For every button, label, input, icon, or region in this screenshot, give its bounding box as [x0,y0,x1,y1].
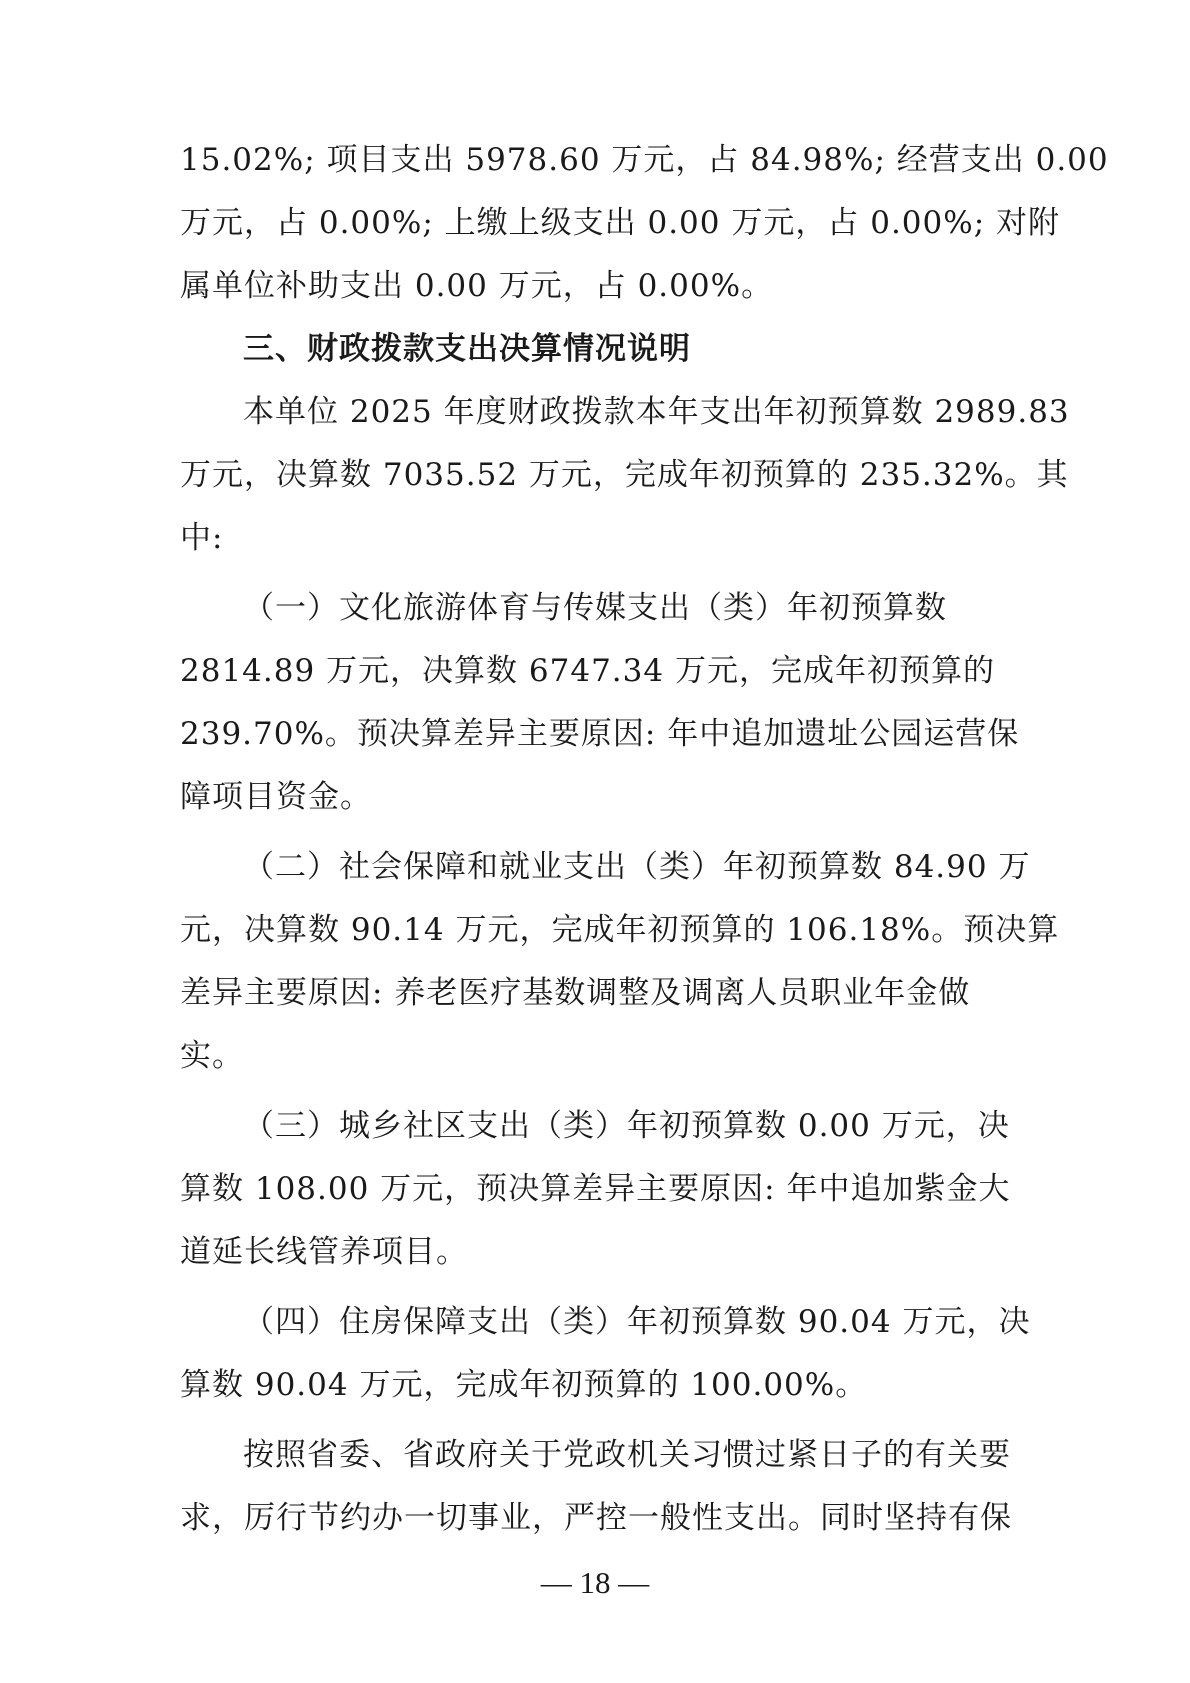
body-text: （一）文化旅游体育与传媒支出（类）年初预算数 [243,590,947,626]
body-text: 算数 108.00 万元，预决算差异主要原因: 年中追加紫金大 [180,1171,1011,1207]
body-line [0,1096,1190,1156]
body-line [0,1488,1190,1548]
body-line [0,445,1190,505]
body-line [0,382,1190,442]
body-text: 求，厉行节约办一切事业，严控一般性支出。同时坚持有保 [180,1500,1012,1536]
body-text: 按照省委、省政府关于党政机关习惯过紧日子的有关要 [243,1437,1011,1473]
body-text: 差异主要原因: 养老医疗基数调整及调离人员职业年金做 [180,975,971,1011]
body-line [0,1292,1190,1352]
body-line [0,837,1190,897]
section-heading [0,319,1190,379]
body-text: （二）社会保障和就业支出（类）年初预算数 84.90 万 [243,849,1031,885]
body-text: 算数 90.04 万元，完成年初预算的 100.00%。 [180,1367,868,1403]
body-line [0,1425,1190,1485]
body-text: （四）住房保障支出（类）年初预算数 90.04 万元，决 [243,1304,1031,1340]
body-line [0,767,1190,827]
body-line [0,578,1190,638]
body-text: 2814.89 万元，决算数 6747.34 万元，完成年初预算的 [180,653,995,689]
body-line [0,900,1190,960]
body-text: 属单位补助支出 0.00 万元，占 0.00%。 [180,268,774,304]
body-text: 本单位 2025 年度财政拨款本年支出年初预算数 2989.83 [243,394,1070,430]
body-line [0,1355,1190,1415]
body-line [0,508,1190,568]
body-text: 万元，占 0.00%; 上缴上级支出 0.00 万元，占 0.00%; 对附 [180,205,1060,241]
body-text: 万元，决算数 7035.52 万元，完成年初预算的 235.32%。其 [180,457,1069,493]
body-line [0,963,1190,1023]
body-text: 实。 [180,1038,244,1074]
body-text: （三）城乡社区支出（类）年初预算数 0.00 万元，决 [243,1108,1010,1144]
body-line [0,1159,1190,1219]
body-text: 239.70%。预决算差异主要原因: 年中追加遗址公园运营保 [180,716,1020,752]
body-line [0,1026,1190,1086]
body-line [0,193,1190,253]
body-text: 障项目资金。 [180,779,372,815]
body-line [0,704,1190,764]
section-heading-text: 三、财政拨款支出决算情况说明 [243,331,691,367]
body-line [0,1222,1190,1282]
body-text: 道延长线管养项目。 [180,1234,468,1270]
body-line [0,256,1190,316]
page-number: — 18 — [540,1565,650,1600]
body-line [0,641,1190,701]
body-text: 中: [180,520,224,556]
body-line [0,130,1190,190]
body-text: 元，决算数 90.14 万元，完成年初预算的 106.18%。预决算 [180,912,1060,948]
body-text: 15.02%; 项目支出 5978.60 万元，占 84.98%; 经营支出 0.00 [180,142,1109,178]
